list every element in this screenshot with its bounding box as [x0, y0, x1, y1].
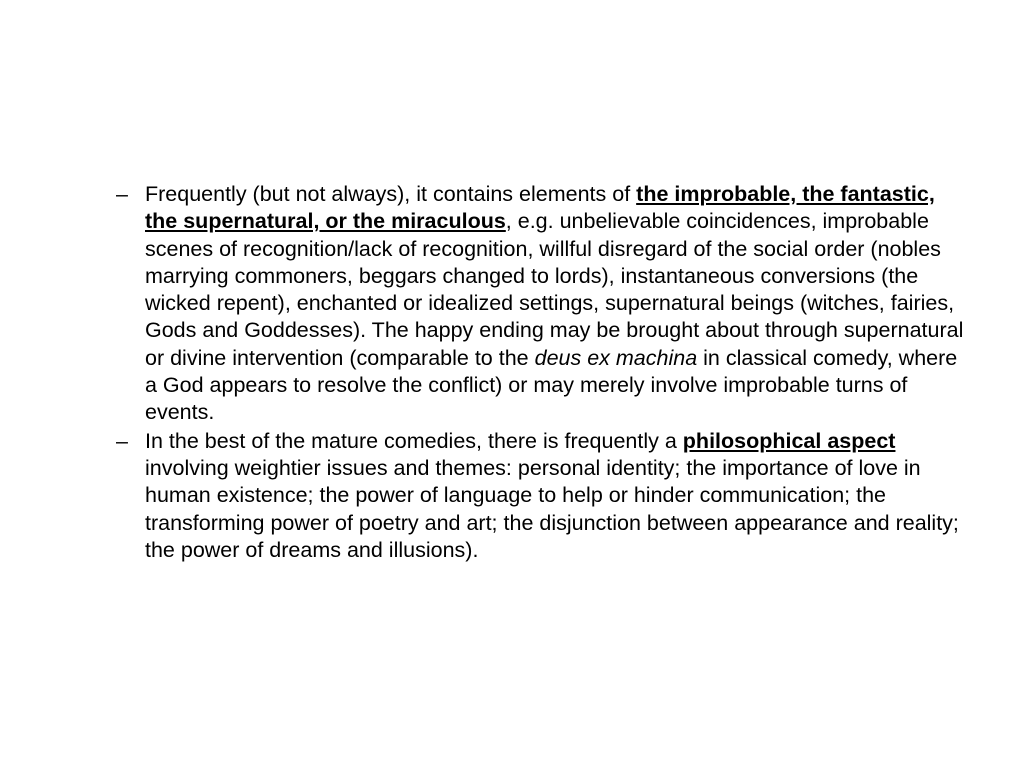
dash-bullet-icon: – [116, 182, 128, 206]
bullet-text: in classical comedy, where a God appears to resolve the conflict) or may merely involve improbable turns of events. [145, 345, 958, 425]
dash-bullet-icon: – [116, 428, 128, 453]
bullet-text: involving weightier issues and themes: personal identity; the importance of love in human existence; the power of language to help or hinder communication; the transforming power of poetry and art; the disjunction between appearance and reality; the power of dreams and illusions). [145, 455, 959, 562]
emphasis-text: the improbable, the fantastic, the supernatural, or the miraculous [145, 182, 935, 234]
bullet-list [116, 181, 972, 564]
bullet-text: Frequently (but not always), it contains elements of [145, 182, 637, 206]
bullet-text: In the best of the mature comedies, there is frequently a [145, 428, 683, 453]
bullet-item-improbable [116, 181, 972, 427]
emphasis-text: philosophical aspect [682, 428, 896, 453]
bullet-item-philosophical [116, 428, 972, 564]
bullet-text: , e.g. unbelievable coincidences, improbable scenes of recognition/lack of recognition, willful disregard of the social order (nobles marrying commoners, beggars changed to lords), instantaneous conversions (the wicked repent), enchanted or idealized settings, supernatural beings (witches, fairies, Gods and Goddesses). The happy ending may be brought about through supernatural or divine intervention (comparable to the [145, 209, 964, 370]
italic-term: deus ex machina [534, 345, 698, 370]
